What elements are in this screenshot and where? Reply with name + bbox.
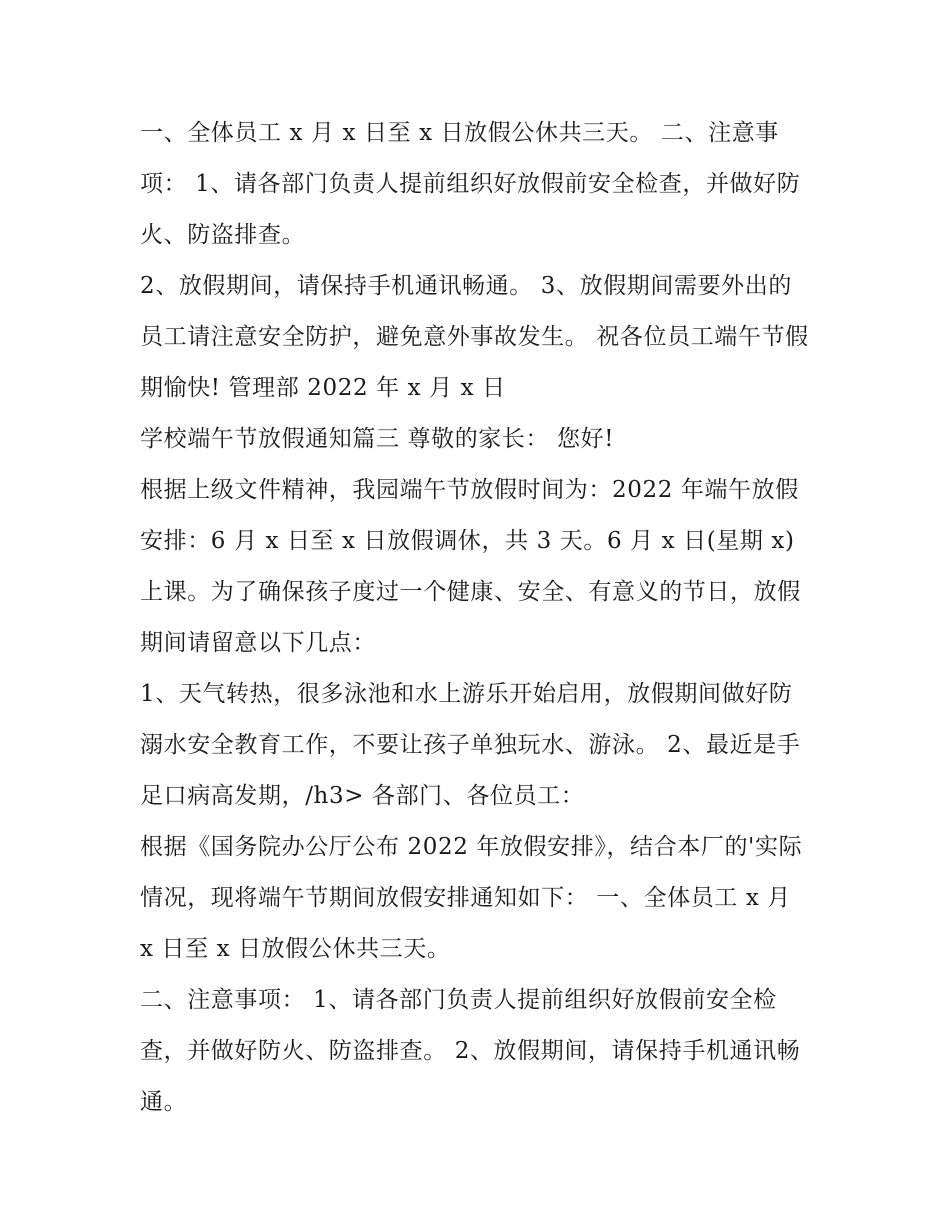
paragraph-school-notice-heading: 学校端午节放假通知篇三 尊敬的家长： 您好!: [140, 426, 615, 452]
paragraph-school-holiday-dates: 根据上级文件精神，我园端午节放假时间为：2022 年端午放假安排：6 月 x 日至 x 日放假调休，共 3 天。6 月 x 日(星期 x)上课。为了确保孩子度过一个健康、安全、有意义的节日，放假期间请留意以下几点：: [140, 477, 801, 656]
paragraph-factory-notice: 根据《国务院办公厅公布 2022 年放假安排》，结合本厂的'实际情况，现将端午节期间放假安排通知如下： 一、全体员工 x 月 x 日至 x 日放假公休共三天。: [140, 834, 803, 962]
paragraph-safety-notes: 2、放假期间，请保持手机通讯畅通。 3、放假期间需要外出的员工请注意安全防护，避免意外事故发生。 祝各位员工端午节假期愉快! 管理部 2022 年 x 月 x 日: [140, 273, 809, 401]
paragraph-factory-notes: 二、注意事项： 1、请各部门负责人提前组织好放假前安全检查，并做好防火、防盗排查。 2、放假期间，请保持手机通讯畅通。: [140, 987, 801, 1115]
paragraph-school-safety-points: 1、天气转热，很多泳池和水上游乐开始启用，放假期间做好防溺水安全教育工作，不要让孩子单独玩水、游泳。 2、最近是手足口病高发期，/h3> 各部门、各位员工：: [140, 681, 801, 809]
paragraph-holiday-schedule: 一、全体员工 x 月 x 日至 x 日放假公休共三天。 二、注意事项： 1、请各部门负责人提前组织好放假前安全检查，并做好防火、防盗排查。: [140, 120, 801, 248]
document-body: [140, 108, 812, 1128]
